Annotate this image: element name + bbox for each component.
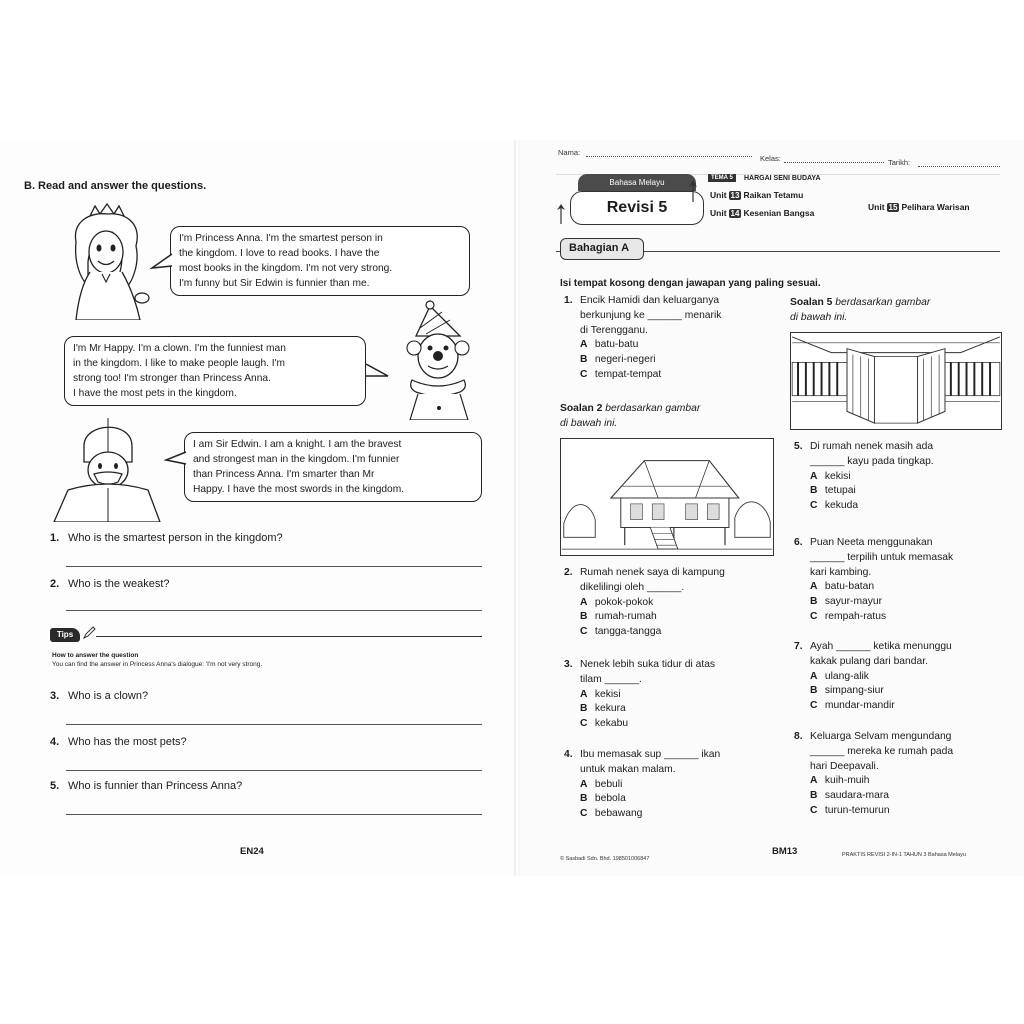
question-2: [564, 566, 725, 640]
option-b[interactable]: [794, 684, 952, 699]
caption-italic: di bawah ini.: [560, 417, 618, 429]
option-letter: B: [580, 703, 588, 715]
option-b[interactable]: [564, 610, 725, 625]
question-1: [564, 294, 721, 383]
question-1: [50, 532, 283, 544]
question-number: 6.: [794, 537, 803, 548]
subject-tab: Bahasa Melayu: [578, 174, 696, 191]
nama-field[interactable]: [586, 156, 752, 157]
option-text: tangga-tangga: [594, 626, 662, 638]
question-text: Who has the most pets?: [68, 736, 187, 748]
question-4: [564, 748, 720, 822]
unit-number: 13: [730, 191, 740, 200]
caption-italic: berdasarkan gambar: [835, 297, 931, 308]
unit-14: [710, 208, 814, 218]
question-text: hari Deepavali.: [810, 760, 879, 772]
option-text: negeri-negeri: [594, 354, 656, 366]
option-letter: C: [580, 626, 588, 638]
option-text: kekisi: [594, 688, 621, 700]
dialogue-line: and strongest man in the kingdom. I'm funnier: [193, 454, 400, 465]
soalan-5-caption: [790, 296, 930, 326]
dialogue-line: I'm Mr Happy. I'm a clown. I'm the funniest man: [73, 343, 286, 354]
pencil-icon: [82, 626, 96, 640]
dialogue-line: the kingdom. I love to read books. I have the: [179, 248, 380, 259]
question-text: untuk makan malam.: [580, 763, 676, 775]
question-text: ______ kayu pada tingkap.: [810, 455, 934, 467]
question-number: 8.: [794, 731, 803, 742]
option-text: saudara-mara: [824, 790, 889, 802]
option-letter: B: [810, 685, 818, 697]
tema-title: HARGAI SENI BUDAYA: [744, 175, 821, 182]
question-number: 3.: [564, 659, 573, 670]
tarikh-field[interactable]: [918, 166, 1000, 167]
flower-icon: [552, 200, 570, 224]
tips-badge: Tips: [50, 628, 80, 642]
page-number: EN24: [240, 846, 264, 857]
option-text: kekisi: [824, 470, 851, 482]
tema-badge: TEMA 5: [708, 174, 736, 182]
soalan-2-caption: [560, 402, 700, 432]
instruction: Isi tempat kosong dengan jawapan yang paling sesuai.: [560, 278, 821, 289]
unit-number: 14: [730, 209, 740, 218]
section-heading: B. Read and answer the questions.: [24, 180, 207, 192]
question-text: Who is the smartest person in the kingdom?: [68, 532, 283, 544]
princess-speech-bubble: [170, 226, 470, 296]
option-a[interactable]: [794, 670, 952, 685]
section-label: Bahagian A: [560, 238, 644, 260]
question-text: dikelilingi oleh ______.: [580, 581, 685, 593]
option-letter: C: [810, 804, 818, 816]
publisher-credit: © Sasbadi Sdn. Bhd. 198501006847: [560, 856, 650, 862]
unit-title: Raikan Tetamu: [743, 190, 804, 200]
answer-line[interactable]: [66, 724, 482, 725]
caption-bold: Soalan 2: [560, 403, 603, 414]
option-b[interactable]: [564, 792, 720, 807]
option-letter: B: [580, 611, 588, 623]
kelas-label: Kelas:: [760, 154, 781, 163]
option-text: kekuda: [824, 500, 859, 512]
question-text: Who is funnier than Princess Anna?: [68, 780, 243, 792]
option-text: turun-temurun: [824, 804, 890, 816]
series-title: PRAKTIS REVISI 2-IN-1 TAHUN 3 Bahasa Melayu: [842, 852, 966, 858]
option-text: bebuli: [594, 778, 623, 790]
question-number: 1.: [50, 532, 60, 544]
unit-title: Pelihara Warisan: [901, 202, 970, 212]
question-5: [794, 440, 934, 514]
option-b[interactable]: [564, 702, 715, 717]
option-text: sayur-mayur: [824, 596, 883, 608]
option-text: pokok-pokok: [594, 596, 654, 608]
question-number: 4.: [50, 736, 60, 748]
option-text: bebola: [594, 793, 626, 805]
option-letter: B: [580, 354, 588, 366]
dialogue-line: most books in the kingdom. I'm not very strong.: [179, 263, 393, 274]
question-text: ______ mereka ke rumah pada: [810, 745, 954, 757]
option-text: kekura: [594, 703, 626, 715]
flower-icon: [684, 178, 702, 202]
option-letter: A: [580, 688, 588, 700]
option-a[interactable]: [794, 580, 953, 595]
princess-illustration: [62, 202, 152, 320]
bubble-tail: [164, 450, 188, 468]
question-number: 2.: [50, 578, 60, 590]
dialogue-line: in the kingdom. I like to make people laugh. I'm: [73, 358, 286, 369]
option-text: batu-batu: [594, 339, 639, 351]
tips-title: How to answer the question: [52, 652, 139, 659]
dialogue-line: than Princess Anna. I'm smarter than Mr: [193, 469, 375, 480]
question-text: Ayah ______ ketika menunggu: [810, 641, 952, 652]
unit-prefix: Unit: [710, 190, 727, 200]
clown-illustration: [390, 300, 484, 420]
option-letter: A: [580, 596, 588, 608]
question-number: 4.: [564, 749, 573, 760]
option-letter: C: [810, 700, 818, 712]
dialogue-line: I am Sir Edwin. I am a knight. I am the bravest: [193, 439, 402, 450]
question-8: [794, 730, 953, 819]
option-letter: B: [810, 790, 818, 802]
question-number: 7.: [794, 641, 803, 652]
question-text: Who is a clown?: [68, 690, 149, 702]
question-number: 1.: [564, 295, 573, 306]
option-text: rempah-ratus: [824, 610, 887, 622]
question-4: [50, 736, 187, 748]
dialogue-line: Happy. I have the most swords in the kingdom.: [193, 484, 405, 495]
answer-line[interactable]: [66, 814, 482, 815]
question-text: berkunjung ke ______ menarik: [580, 309, 722, 321]
option-b[interactable]: [564, 353, 721, 368]
traditional-house-image: [560, 438, 774, 556]
caption-italic: di bawah ini.: [790, 311, 848, 323]
tarikh-label: Tarikh:: [888, 158, 911, 167]
question-6: [794, 536, 953, 625]
question-text: Rumah nenek saya di kampung: [580, 567, 725, 578]
question-text: Keluarga Selvam mengundang: [810, 731, 952, 742]
bubble-tail: [150, 252, 174, 272]
option-letter: A: [810, 775, 818, 787]
option-c[interactable]: [564, 625, 725, 640]
right-page: [520, 140, 1024, 876]
option-c[interactable]: [794, 699, 952, 714]
option-text: ulang-alik: [824, 670, 869, 682]
option-c[interactable]: [564, 717, 715, 732]
question-number: 2.: [564, 567, 573, 578]
left-page: [0, 140, 516, 876]
option-b[interactable]: [794, 484, 934, 499]
dialogue-line: I'm funny but Sir Edwin is funnier than me.: [179, 278, 370, 289]
page-number: BM13: [772, 846, 798, 857]
dialogue-line: I'm Princess Anna. I'm the smartest person in: [179, 233, 383, 244]
option-text: tetupai: [824, 485, 856, 497]
option-letter: C: [580, 718, 588, 730]
option-letter: A: [580, 339, 588, 351]
option-b[interactable]: [794, 789, 953, 804]
unit-13: [710, 190, 803, 200]
question-text: Ibu memasak sup ______ ikan: [580, 749, 721, 760]
option-c[interactable]: [794, 804, 953, 819]
question-5: [50, 780, 242, 792]
question-text: kakak pulang dari bandar.: [810, 655, 928, 667]
unit-title: Kesenian Bangsa: [743, 208, 815, 218]
question-3: [50, 690, 148, 702]
option-letter: B: [810, 485, 818, 497]
option-letter: A: [580, 778, 588, 790]
option-letter: C: [810, 500, 818, 512]
nama-label: Nama:: [558, 148, 581, 157]
clown-speech-bubble: [64, 336, 366, 406]
option-a[interactable]: [564, 338, 721, 353]
knight-speech-bubble: [184, 432, 482, 502]
question-number: 5.: [50, 780, 60, 792]
bubble-tail: [364, 362, 390, 380]
option-text: mundar-mandir: [824, 700, 895, 712]
question-text: tilam ______.: [580, 673, 642, 685]
answer-line[interactable]: [66, 566, 482, 567]
unit-number: 15: [888, 203, 898, 212]
tips-text: You can find the answer in Princess Anna's dialogue: 'I'm not very strong.: [52, 661, 263, 668]
question-3: [564, 658, 715, 732]
option-a[interactable]: [564, 688, 715, 703]
option-a[interactable]: [794, 774, 953, 789]
option-a[interactable]: [564, 596, 725, 611]
dialogue-line: strong too! I'm stronger than Princess Anna.: [73, 373, 271, 384]
question-text: Nenek lebih suka tidur di atas: [580, 659, 716, 670]
answer-line[interactable]: [66, 770, 482, 771]
option-text: simpang-siur: [824, 685, 884, 697]
question-7: [794, 640, 952, 714]
option-b[interactable]: [794, 595, 953, 610]
option-c[interactable]: [564, 807, 720, 822]
unit-prefix: Unit: [868, 202, 885, 212]
option-a[interactable]: [794, 470, 934, 485]
option-text: rumah-rumah: [594, 611, 657, 623]
option-letter: B: [580, 793, 588, 805]
question-number: 3.: [50, 690, 60, 702]
question-number: 5.: [794, 441, 803, 452]
option-a[interactable]: [564, 778, 720, 793]
question-2: [50, 578, 170, 590]
question-text: Puan Neeta menggunakan: [810, 537, 933, 548]
question-text: Encik Hamidi dan keluarganya: [580, 295, 720, 306]
option-text: batu-batan: [824, 581, 875, 593]
option-letter: C: [580, 808, 588, 820]
option-letter: B: [810, 596, 818, 608]
option-text: tempat-tempat: [594, 368, 662, 380]
option-text: kuih-muih: [824, 775, 870, 787]
question-text: Who is the weakest?: [68, 578, 170, 590]
option-c[interactable]: [794, 610, 953, 625]
dialogue-line: I have the most pets in the kingdom.: [73, 388, 237, 399]
question-text: kari kambing.: [810, 566, 872, 578]
option-c[interactable]: [564, 368, 721, 383]
kelas-field[interactable]: [784, 162, 884, 163]
option-letter: C: [810, 610, 818, 622]
question-text: Di rumah nenek masih ada: [810, 441, 934, 452]
option-letter: C: [580, 368, 588, 380]
window-lattice-image: [790, 332, 1002, 430]
option-text: kekabu: [594, 718, 629, 730]
option-letter: A: [810, 581, 818, 593]
question-text: di Terengganu.: [580, 324, 648, 336]
unit-15: [868, 202, 970, 212]
caption-bold: Soalan 5: [790, 297, 833, 308]
unit-prefix: Unit: [710, 208, 727, 218]
tips-divider: [96, 636, 482, 637]
option-letter: A: [810, 670, 818, 682]
option-text: bebawang: [594, 808, 643, 820]
knight-illustration: [48, 412, 166, 522]
option-letter: A: [810, 470, 818, 482]
question-text: ______ terpilih untuk memasak: [810, 551, 954, 563]
option-c[interactable]: [794, 499, 934, 514]
caption-italic: berdasarkan gambar: [605, 403, 701, 414]
revisi-title: Revisi 5: [570, 191, 704, 225]
answer-line[interactable]: [66, 610, 482, 611]
